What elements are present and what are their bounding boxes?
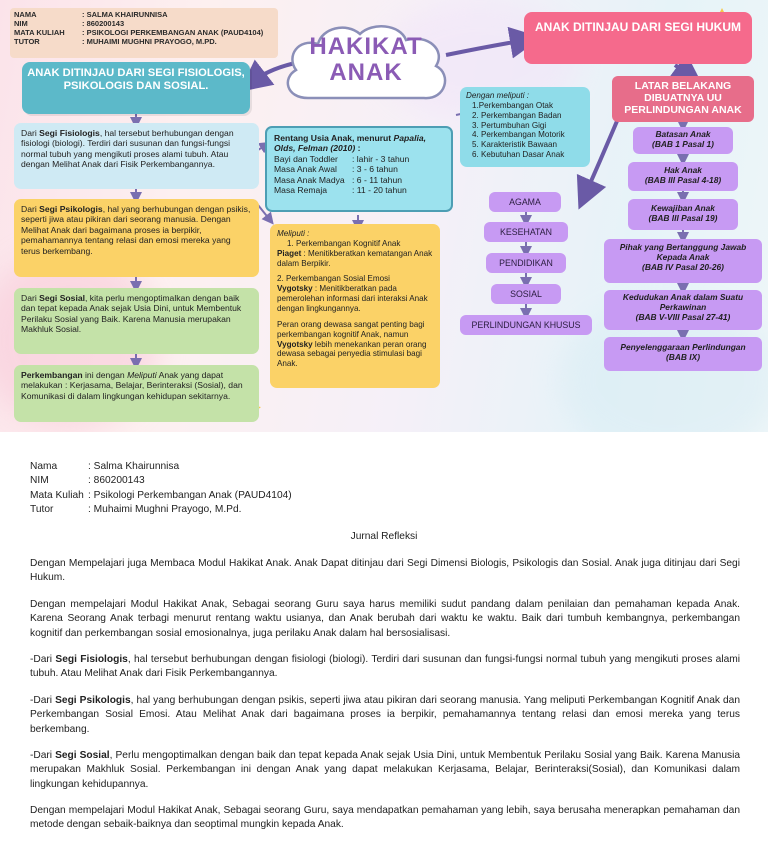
meta-value: : 860200143 xyxy=(88,475,145,487)
center-title xyxy=(278,34,454,87)
meta-key: NIM xyxy=(30,475,49,487)
meta-value: : Psikologi Perkembangan Anak (PAUD4104) xyxy=(88,489,292,501)
text: Anak yang dapat melakukan : Kerjasama, Belajar, Berinteraksi (Sosial), dan Komunikasi di dalam lingkungan kehidupan sekitarnya. xyxy=(21,370,243,401)
list-item: 1.Perkembangan Otak xyxy=(472,100,553,110)
age-row xyxy=(274,154,444,164)
text: : Menitikberatkan kematangan Anak dalam Berpikir. xyxy=(277,248,433,268)
text: , hal tersebut berhubungan dengan fisiologi (biologi). Terdiri dari susunan dan fungsi-fungsi normal tubuh yang mengikuti proses alami tubuh. Atau Melihat Anak dari Fisik Perkembangannya. xyxy=(30,654,740,680)
text: Dari xyxy=(21,293,40,303)
legal-item-title: Batasan Anak xyxy=(655,129,711,139)
paragraph: Dengan mempelajari Modul Hakikat Anak, Sebagai seorang Guru, saya mendapatkan pemahaman yang lebih, saya berusaha menerapkan pemahaman dan metode dengan sebaik-baiknya dan seoptimal mungkin kepada Anak. xyxy=(30,805,740,831)
physical-development-box xyxy=(460,87,590,167)
legal-item-ref: (BAB IV Pasal 20-26) xyxy=(642,262,724,273)
bold-term: Perkembangan xyxy=(21,370,83,380)
journal-meta xyxy=(30,460,292,518)
paragraph: Dengan mempelajari Modul Hakikat Anak, Sebagai seorang Guru saya harus memiliki sudut pandang dalam penilaian dan pemahaman kepada Anak. Karena Seorang Anak terbagi menurut rentang waktu usianya, dan Anak berubah dari waktu ke waktu. Baik dari tumbuh kembangnya, perkembangan kognitif dan perkembangan sosial emosionalnya, juga perilaku Anak dalam hal bersosialisasi. xyxy=(30,599,740,639)
age-value: : 3 - 6 tahun xyxy=(352,164,398,175)
info-value: : SALMA KHAIRUNNISA xyxy=(82,10,168,19)
info-key: TUTOR xyxy=(14,36,40,46)
age-row xyxy=(274,185,444,195)
list-item: 1. Perkembangan Kognitif Anak xyxy=(287,238,401,248)
italic-term: Papalia, Olds, Felman (2010) xyxy=(274,133,427,154)
list-item: 3. Pertumbuhan Gigi xyxy=(472,120,547,130)
arrow-to-legal-background xyxy=(675,65,690,76)
bold-term: Vygotsky xyxy=(277,284,313,294)
perkembangan-box xyxy=(14,365,259,422)
text: : xyxy=(355,143,361,154)
journal-title: Jurnal Refleksi xyxy=(350,531,418,542)
text: , kita perlu mengoptimalkan dengan baik dan tepat kepada Anak sejak Usia Dini, untuk Membentuk Perilaku Sosial yang Baik. Karena Manusia merupakan Makhluk Sosial. xyxy=(21,293,242,335)
legal-item xyxy=(628,162,738,191)
list-item: 2. Perkembangan Sosial Emosi xyxy=(277,274,390,284)
journal-section xyxy=(0,432,768,862)
physical-list xyxy=(466,101,584,160)
legal-item-ref: (BAB IX) xyxy=(666,352,700,363)
meta-key: Mata Kuliah xyxy=(30,489,84,501)
legal-item-ref: (BAB III Pasal 4-18) xyxy=(644,175,722,186)
arrow-to-right-title xyxy=(446,40,526,55)
text: , hal tersebut berhubungan dengan fisiologi (biologi). Terdiri dari susunan dan fungsi-fungsi normal tubuh yang mengikuti proses alami tubuh. Atau dengan Melihat Anak dari Fisik Perkembangannya. xyxy=(21,128,234,170)
legal-item xyxy=(604,239,762,283)
legal-item-ref: (BAB III Pasal 19) xyxy=(648,213,718,224)
bold-term: Segi Fisiologis xyxy=(39,128,100,138)
list-title: Dengan meliputi : xyxy=(466,91,529,100)
age-row xyxy=(274,175,444,185)
paragraph xyxy=(30,749,740,792)
meta-value: : Muhaimi Mughni Prayogo, M.Pd. xyxy=(88,504,242,516)
aspect-sosial: SOSIAL xyxy=(491,284,561,304)
text: -Dari xyxy=(30,750,56,761)
aspect-kesehatan: KESEHATAN xyxy=(484,222,568,242)
age-value: : 6 - 11 tahun xyxy=(352,174,403,185)
legal-item-ref: (BAB 1 Pasal 1) xyxy=(652,139,714,150)
age-label: Masa Anak Awal xyxy=(274,164,337,175)
bold-term: Piaget xyxy=(277,248,302,258)
age-row xyxy=(274,164,444,174)
age-label: Bayi dan Toddler xyxy=(274,153,338,164)
info-value: : MUHAIMI MUGHNI PRAYOGO, M.PD. xyxy=(82,36,217,46)
bold-term: Segi Fisiologis xyxy=(55,654,128,665)
text: Peran orang dewasa sangat penting bagi perkembangan kognitif Anak, namun xyxy=(277,319,425,339)
aspect-perlindungan-khusus: PERLINDUNGAN KHUSUS xyxy=(460,315,592,335)
text: Dari xyxy=(21,204,40,214)
aspect-pendidikan: PENDIDIKAN xyxy=(486,253,566,273)
text: lebih menekankan peran orang dewasa sebagai penyedia stimulasi bagi Anak. xyxy=(277,339,427,369)
cognitive-box xyxy=(270,224,440,388)
fisiologis-box xyxy=(14,123,259,189)
legal-item-title: Penyelenggaraan Perlindungan xyxy=(620,342,746,352)
info-value: : PSIKOLOGI PERKEMBANGAN ANAK (PAUD4104) xyxy=(82,27,264,37)
legal-item xyxy=(628,199,738,230)
center-title-line2: ANAK xyxy=(329,59,403,87)
age-value: : 11 - 20 tahun xyxy=(352,185,407,196)
meta-key: Tutor xyxy=(30,504,54,516)
legal-item xyxy=(604,290,762,330)
center-title-line1: HAKIKAT xyxy=(309,33,423,60)
paragraph xyxy=(30,653,740,682)
text: Dari xyxy=(21,128,40,138)
list-item: 4. Perkembangan Motorik xyxy=(472,130,565,140)
legal-item-title: Kewajiban Anak xyxy=(651,203,715,213)
info-value: : 860200143 xyxy=(82,18,125,28)
student-info-header xyxy=(10,8,278,58)
text: -Dari xyxy=(30,654,56,665)
age-range-box xyxy=(265,126,453,212)
italic-term: Meliputi xyxy=(127,370,157,380)
legal-item xyxy=(633,127,733,154)
list-item: 6. Kebutuhan Dasar Anak xyxy=(472,150,565,160)
text: -Dari xyxy=(30,695,56,706)
age-label: Masa Remaja xyxy=(274,185,328,196)
sosial-box xyxy=(14,288,259,354)
age-label: Masa Anak Madya xyxy=(274,174,345,185)
meta-value: : Salma Khairunnisa xyxy=(88,461,180,472)
legal-background-title: LATAR BELAKANG DIBUATNYA UU PERLINDUNGAN ANAK xyxy=(612,76,754,122)
age-value: : lahir - 3 tahun xyxy=(352,153,410,164)
text: , Perlu mengoptimalkan dengan baik dan tepat kepada Anak sejak Usia Dini, untuk Membentuk Perilaku Sosial yang Baik. Karena Manusia merupakan Makhluk Sosial. Perkembangan ini dengan Anak yang dapat melakukan Kerjasama, Belajar, Berinteraksi(Sosial), dan Komunikasi dalam lingkungan kehidupannya. xyxy=(30,750,741,790)
list-item: 5. Karakteristik Bawaan xyxy=(472,140,558,150)
legal-item-title: Kedudukan Anak dalam Suatu Perkawinan xyxy=(622,292,744,313)
list-item: 2. Perkembangan Badan xyxy=(472,110,562,120)
meta-key: Nama xyxy=(30,461,58,472)
text: : Menitikberatkan pada pemerolehan informasi dari interaksi Anak dengan lingkungannya. xyxy=(277,284,428,314)
text: , hal yang berhubungan dengan psikis, seperti jiwa atau pikiran dari seorang manusia. Yang meliputi Perkembangan Kognitif Anak dan Perkembangan Sosial Emosi. Atau Melihat Anak dari bagaimana proses ia berpikir, pemahamannya tentang relasi dan emosi mereka yang terus berkembang. xyxy=(30,695,740,735)
legal-item xyxy=(604,337,762,371)
text: , hal yang berhubungan dengan psikis, seperti jiwa atau pikiran dari seorang manusia. Dengan Melihat Anak dari bagaimana proses ia berpikir, pemahamannya tentang relasi dan emosi mereka yang terus berkembang. xyxy=(21,204,251,256)
bold-term: Segi Sosial xyxy=(55,750,110,761)
info-key: NIM xyxy=(14,18,28,28)
left-topic-title: ANAK DITINJAU DARI SEGI FISIOLOGIS, PSIKOLOGIS DAN SOSIAL. xyxy=(22,62,250,114)
list-title: Meliputi : xyxy=(277,229,310,238)
bold-term: Segi Psikologis xyxy=(39,204,103,214)
legal-item-title: Hak Anak xyxy=(664,165,702,175)
text: Rentang Usia Anak, menurut xyxy=(274,133,394,143)
info-key: MATA KULIAH xyxy=(14,27,65,37)
aspect-agama: AGAMA xyxy=(489,192,561,212)
paragraph xyxy=(30,694,740,737)
paragraph: Dengan Mempelajari juga Membaca Modul Hakikat Anak. Anak Dapat ditinjau dari Segi Dimensi Biologis, Psikologis dan Sosial. Anak juga ditinjau dari Segi Hukum. xyxy=(30,558,740,584)
bold-term: Vygotsky xyxy=(277,339,313,349)
legal-item-title: Pihak yang Bertanggung Jawab Kepada Anak xyxy=(619,242,747,263)
text: ini dengan xyxy=(82,370,128,380)
info-key: NAMA xyxy=(14,10,37,19)
bold-term: Segi Psikologis xyxy=(55,695,131,706)
right-topic-title: ANAK DITINJAU DARI SEGI HUKUM xyxy=(524,12,752,64)
legal-item-ref: (BAB V-VIII Pasal 27-41) xyxy=(635,312,731,323)
psikologis-box xyxy=(14,199,259,277)
bold-term: Segi Sosial xyxy=(39,293,86,303)
